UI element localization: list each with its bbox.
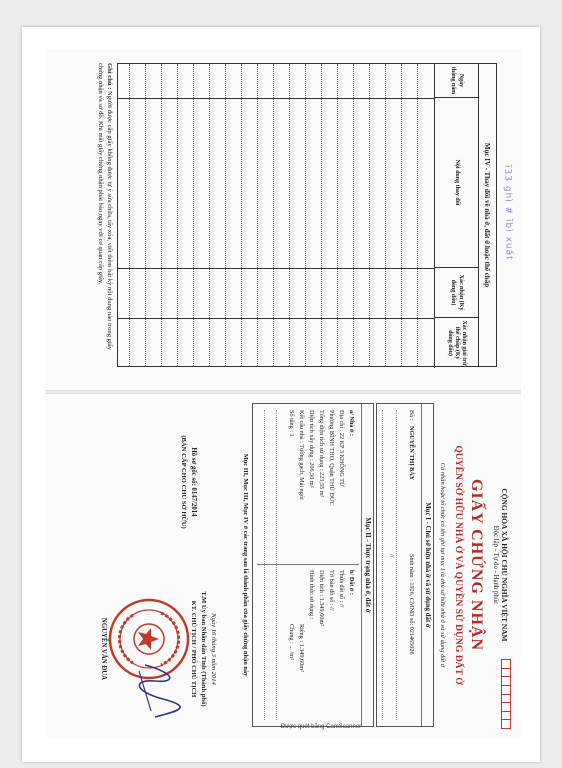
row-line (145, 64, 146, 366)
col-date: Ngày tháng năm (434, 64, 478, 98)
row-line (193, 64, 194, 366)
handwritten-note: ĩ33 ghì # ĩbì xuất (502, 164, 514, 261)
column-divider (118, 268, 434, 269)
nation-header: CỘNG HÒA XÃ HỘI CHỦ NGHĨA VIỆT NAM (500, 488, 509, 642)
table-title: Mục IV - Thay đổi về nhà ở, đất ở hoặc thế chấp (478, 64, 496, 366)
row-line (209, 64, 210, 366)
change-table (117, 63, 497, 367)
issuing-authority: T.M Ủy ban Nhân dân Tỉnh (Thành phố) (200, 591, 207, 707)
continuation-note: Mục III, Mục III, Mục IV ở các trang sau là thành phần của giấy chứng nhận này (242, 453, 249, 677)
signer-role: KT. CHỦ TỊCH / PHÓ CHỦ TỊCH (190, 600, 197, 698)
scanned-page (22, 27, 540, 762)
row-line (353, 64, 354, 366)
house-address: Địa chỉ : 22 KP 3 KHỐNG TỬ (338, 410, 345, 487)
copy-note: (BẢN CẤP CHO CHỦ SỞ HỮU) (180, 435, 187, 529)
section-divider (257, 564, 359, 565)
house-floors: Số tầng : 1 (288, 410, 295, 437)
land-heading: b/ Đất ở : (348, 570, 355, 595)
section-owner (376, 403, 434, 727)
row-line (369, 64, 370, 366)
dotted-line (264, 410, 265, 720)
certificate-title: GIẤY CHỨNG NHẬN (468, 478, 485, 652)
certificate-subtitle: QUYỀN SỞ HỮU NHÀ Ở VÀ QUYỀN SỬ DỤNG ĐẤT Ở (453, 445, 464, 685)
house-build-area: Diện tích xây dựng : 206,50 m² (308, 410, 315, 488)
row-line (225, 64, 226, 366)
signer-name: NGUYỄN VĂN ĐUA (100, 617, 107, 681)
land-use: Hình thức sử dụng : (308, 570, 315, 620)
column-divider (118, 318, 434, 319)
scanner-watermark: Được quét bằng CamScanner (280, 724, 362, 730)
note-label: Ghi chú : (106, 63, 113, 90)
section-property-title: Mục II - Thực trạng nhà ở, đất ở (361, 404, 373, 726)
owner-slash: // (388, 554, 395, 558)
row-line (305, 64, 306, 366)
record-number: Hồ sơ gốc số: 0147/2014 (190, 447, 197, 517)
house-total-area: Tổng diện tích sử dụng : 223,55 m² (318, 410, 325, 498)
land-plot: Thửa đất số : // (338, 570, 345, 608)
row-line (321, 64, 322, 366)
signature-icon (129, 661, 185, 721)
row-line (337, 64, 338, 366)
col-content: Nội dung thay đổi (434, 98, 478, 268)
owner-prefix: Bà : (408, 410, 415, 421)
owner-name: NGUYỄN THỊ BẢY (408, 426, 415, 481)
house-structure: Kết cấu nhà : Tường gạch, Mái ngói (298, 410, 305, 500)
row-line (161, 64, 162, 366)
intro-line: Cá nhân hoặc tổ chức có tên ghi tại mục I là chủ sở hữu nhà ở và sử dụng đất ở (439, 462, 446, 668)
national-motto: Độc lập - Tự do - Hạnh phúc (492, 525, 499, 605)
owner-birth: Sinh năm : 1926, CMND số: 021465026 (408, 554, 415, 655)
column-divider (118, 98, 434, 99)
section-property (252, 403, 374, 727)
land-common: Chung : ... /m² (288, 624, 295, 660)
land-area: Diện tích : 1.349,60m² (318, 570, 325, 626)
row-line (241, 64, 242, 366)
note-text: Người được cấp giấy không được tự ý sửa chữa, tẩy xóa, viết thêm bất kỳ nội dung nào trong giấy chứng nhận và sơ đồ. Khi mất giấy chứng nhận phải báo ngay với cơ quan cấp giấy. (97, 63, 113, 351)
rotated-certificate (45, 49, 521, 737)
land-private: Riêng : 1.349,60m² (298, 624, 305, 672)
row-line (289, 64, 290, 366)
serial-number-boxes (501, 659, 511, 729)
dotted-line (396, 410, 397, 720)
row-line (401, 64, 402, 366)
row-line (177, 64, 178, 366)
col-confirm: Xác nhận (Ký đóng dấu) (434, 268, 478, 318)
page-fold (45, 390, 521, 394)
usage-note (95, 63, 113, 367)
row-line (273, 64, 274, 366)
row-line (129, 64, 130, 366)
col-release: Xác nhận giải trừ thế chấp (Ký đóng dấu) (434, 318, 478, 368)
section-owner-title: Mục I - Chủ sở hữu nhà ở và sử dụng đất ở (421, 404, 433, 726)
row-line (257, 64, 258, 366)
dotted-line (382, 410, 383, 720)
house-ward: Phường BÌNH THỌ, Quận THỦ ĐỨC (328, 410, 335, 506)
issue-date: Ngày 16 tháng 3 năm 2014 (210, 613, 217, 685)
certificate-front (49, 399, 517, 731)
dotted-line (276, 410, 277, 720)
row-line (385, 64, 386, 366)
certificate-document (45, 49, 521, 737)
change-history-panel (51, 55, 515, 381)
house-heading: a/ Nhà ở : (348, 410, 355, 436)
land-map: Tờ bản đồ số : // (328, 570, 335, 611)
row-line (417, 64, 418, 366)
